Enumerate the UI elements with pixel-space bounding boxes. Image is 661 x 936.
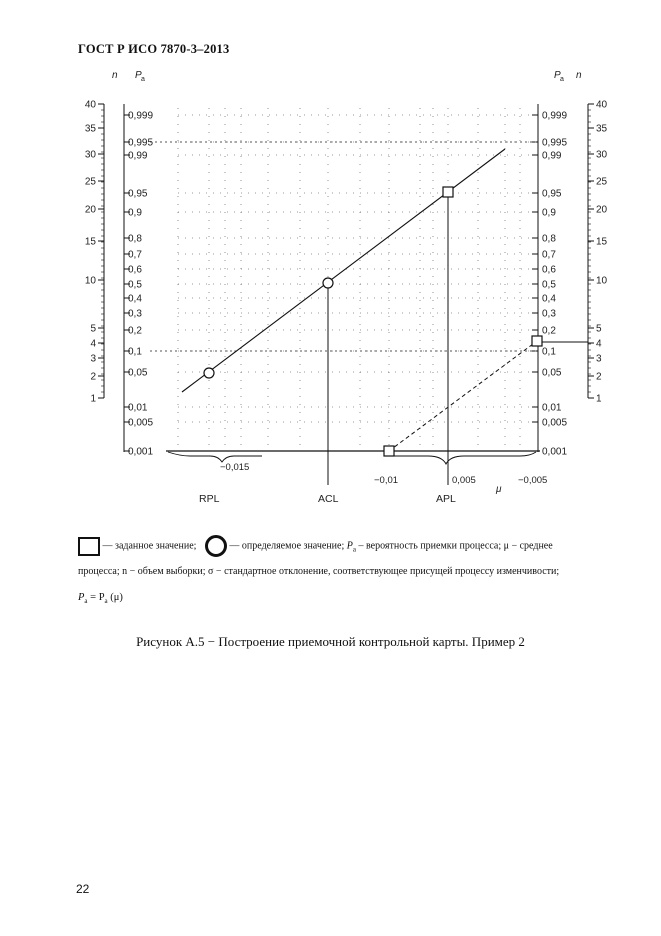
left-n-label: n	[112, 70, 118, 81]
p-tick-label-left: 0,999	[128, 110, 154, 122]
n-tick-label-left: 10	[84, 275, 96, 287]
p-tick-label-left: 0,95	[128, 188, 148, 200]
apl-bracket	[388, 452, 536, 464]
p-tick-label-left: 0,2	[128, 325, 142, 337]
n-tick-label-left: 3	[90, 353, 96, 365]
p-tick-label-right: 0,999	[542, 110, 568, 122]
mu-label: μ	[496, 484, 502, 495]
p-tick-label-left: 0,8	[128, 233, 142, 245]
n-tick-label-left: 4	[90, 338, 96, 350]
rpl-label: RPL	[199, 493, 220, 505]
p-tick-label-right: 0,005	[542, 417, 568, 429]
figure-caption: Рисунок А.5 − Построение приемочной контрольной карты. Пример 2	[136, 634, 525, 649]
p-tick-label-left: 0,001	[128, 446, 154, 458]
n-tick-label-right: 3	[596, 353, 602, 365]
p-tick-label-right: 0,3	[542, 308, 556, 320]
p-tick-label-right: 0,5	[542, 279, 556, 291]
p-tick-label-left: 0,4	[128, 293, 142, 305]
p-tick-label-left: 0,3	[128, 308, 142, 320]
p-tick-label-right: 0,1	[542, 346, 556, 358]
left-pa-label: P	[135, 70, 142, 81]
n-tick-label-right: 2	[596, 371, 602, 383]
page-number: 22	[76, 882, 90, 896]
p-tick-label-right: 0,99	[542, 150, 562, 162]
p-tick-label-left: 0,995	[128, 137, 154, 149]
n-tick-label-right: 40	[596, 99, 608, 111]
p-tick-label-left: 0,05	[128, 367, 148, 379]
p-tick-label-right: 0,001	[542, 446, 568, 458]
n-tick-label-right: 15	[596, 236, 608, 248]
right-pa-label: P	[554, 70, 561, 81]
p-tick-label-right: 0,4	[542, 293, 556, 305]
p-tick-label-left: 0,7	[128, 249, 142, 261]
p-tick-label-left: 0,005	[128, 417, 154, 429]
p-tick-label-left: 0,5	[128, 279, 142, 291]
n-tick-label-left: 5	[90, 323, 96, 335]
mu-given-square	[384, 446, 394, 456]
rpl-bracket	[168, 452, 262, 462]
right-n-label: n	[576, 70, 582, 81]
p-tick-label-right: 0,7	[542, 249, 556, 261]
p-tick-label-left: 0,1	[128, 346, 142, 358]
n-tick-label-left: 35	[84, 123, 96, 135]
p-tick-label-right: 0,2	[542, 325, 556, 337]
given-value-square-icon	[78, 537, 100, 556]
p-tick-label-left: 0,01	[128, 402, 148, 414]
n-tick-label-left: 2	[90, 371, 96, 383]
legend-line-3: $P_a = P_a$ (μ)	[78, 592, 123, 606]
apl-given-square	[443, 187, 453, 197]
x-tick-4: −0,005	[518, 475, 548, 486]
n-tick-label-left: 30	[84, 149, 96, 161]
n-tick-label-left: 40	[84, 99, 96, 111]
p-tick-label-right: 0,9	[542, 207, 556, 219]
document-header: ГОСТ Р ИСО 7870-3–2013	[78, 42, 230, 56]
n-tick-label-right: 1	[596, 393, 602, 405]
pa-mu-line	[182, 149, 505, 392]
p-tick-label-left: 0,9	[128, 207, 142, 219]
n-tick-label-left: 1	[90, 393, 96, 405]
legend-line-2: процесса; n − объем выборки; σ − стандартное отклонение, соответствующее присущей процессу изменчивости;	[78, 566, 560, 577]
acl-determined-circle	[323, 278, 333, 288]
dotted-grid	[150, 108, 536, 448]
rpl-determined-circle	[204, 368, 214, 378]
p-tick-label-right: 0,01	[542, 402, 562, 414]
p-tick-label-right: 0,05	[542, 367, 562, 379]
n-tick-label-right: 5	[596, 323, 602, 335]
apl-label: APL	[436, 493, 456, 505]
determined-value-circle-icon	[205, 535, 227, 557]
n-tick-label-right: 25	[596, 176, 608, 188]
n-tick-label-right: 30	[596, 149, 608, 161]
legend-line-1: — заданное значение; — определяемое значение; $P_a$ – вероятность приемки процесса; μ − среднее	[78, 535, 553, 557]
n-axis-ticks	[85, 100, 608, 405]
p-tick-label-right: 0,8	[542, 233, 556, 245]
p-tick-label-left: 0,6	[128, 264, 142, 276]
n-tick-label-right: 20	[596, 204, 608, 216]
n-tick-label-right: 10	[596, 275, 608, 287]
dashed-construction-line	[389, 341, 537, 451]
n-tick-label-right: 35	[596, 123, 608, 135]
p-tick-label-left: 0,99	[128, 150, 148, 162]
n-tick-label-left: 15	[84, 236, 96, 248]
n-given-square	[532, 336, 542, 346]
p-tick-label-right: 0,6	[542, 264, 556, 276]
x-tick-3: 0,005	[452, 475, 476, 486]
left-pa-sub: a	[141, 76, 145, 83]
n-tick-label-left: 25	[84, 176, 96, 188]
p-tick-label-right: 0,995	[542, 137, 568, 149]
acl-label: ACL	[318, 493, 339, 505]
n-tick-label-right: 4	[596, 338, 602, 350]
right-pa-sub: a	[560, 76, 564, 83]
n-tick-label-left: 20	[84, 204, 96, 216]
x-tick-2: −0,01	[374, 475, 399, 486]
x-tick-1: −0,015	[220, 462, 250, 473]
p-tick-label-right: 0,95	[542, 188, 562, 200]
